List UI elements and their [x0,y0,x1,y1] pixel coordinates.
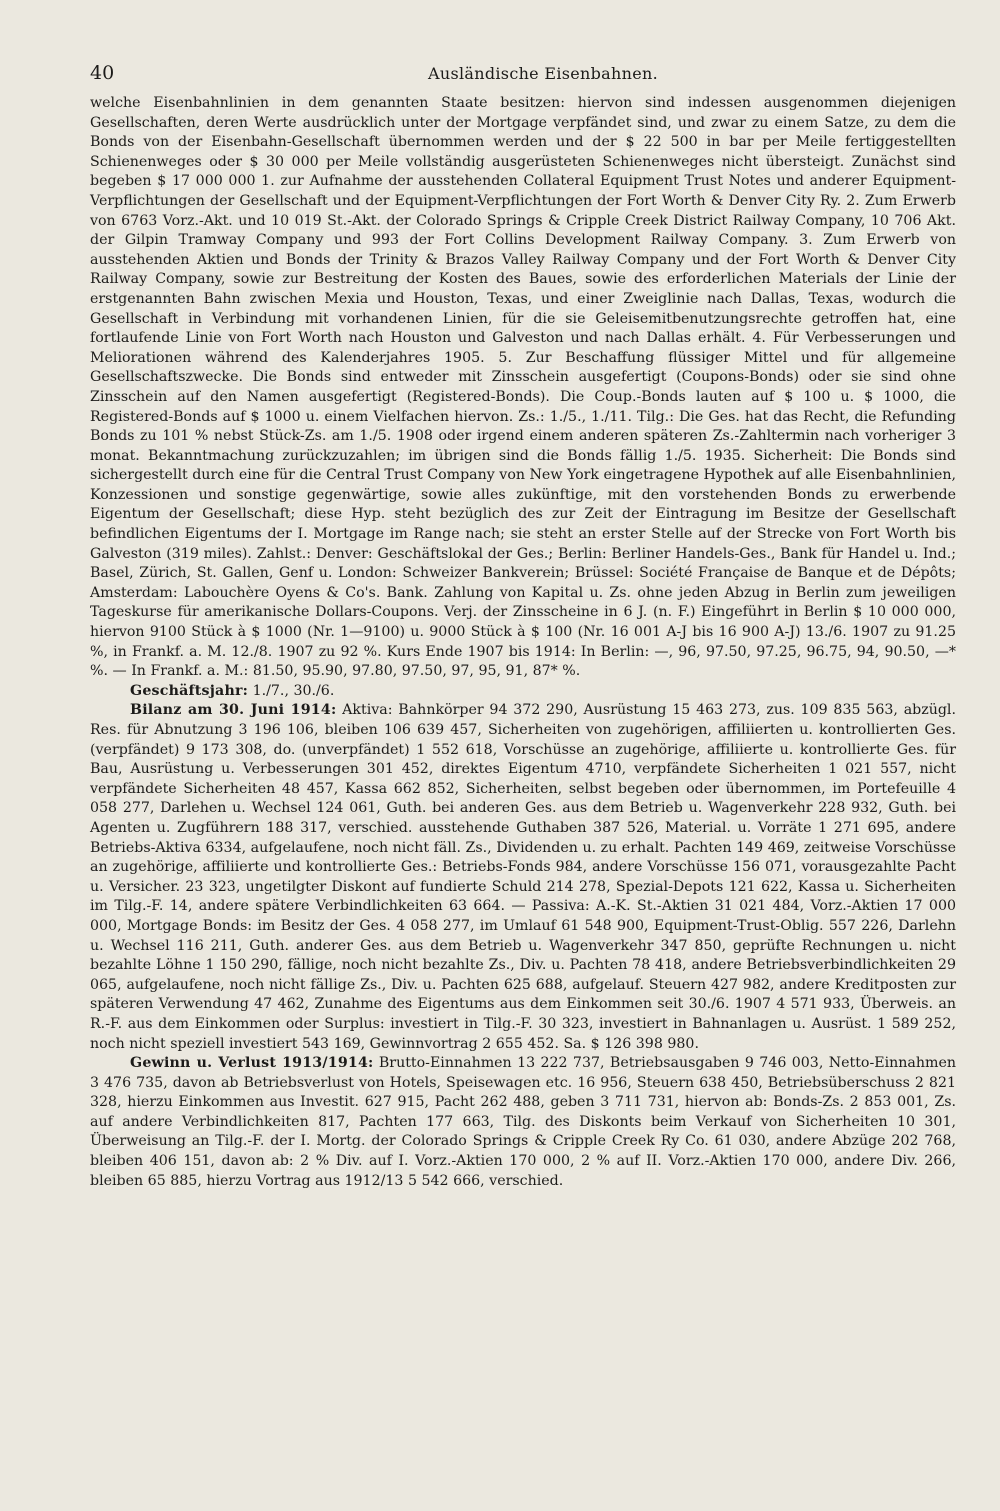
paragraph-bilanz [90,701,956,1054]
paragraph-gewinn-verlust [90,1054,956,1191]
page-header [90,58,956,94]
section-label-bilanz: Bilanz am 30. Juni 1914: [130,702,337,719]
paragraph-text: Aktiva: Bahnkörper 94 372 290, Ausrüstung 15 463 273, zus. 109 835 563, abzügl. Res. für Abnutzung 3 196 106, bleiben 106 639 457, Sicherheiten von zugehörigen, affiliierten u. kontrollierten Ges. (verpfändet) 9 173 308, do. (unverpfändet) 1 552 618, Vorschüsse an zugehörige, affiliierte u. kontrollierte Ges. für Bau, Ausrüstung u. Verbesserungen 301 452, direktes Eigentum 4710, verpfändete Sicherheiten 1 021 557, nicht verpfändete Sicherheiten 48 457, Kassa 662 852, Sicherheiten, selbst begeben oder übernommen, im Portefeuille 4 058 277, Darlehen u. Wechsel 124 061, Guth. bei anderen Ges. aus dem Betrieb u. Wagenverkehr 228 932, Guth. bei Agenten u. Zugführern 188 317, verschied. ausstehende Guthaben 387 526, Material. u. Vorräte 1 271 695, andere Betriebs-Aktiva 6334, aufgelaufene, noch nicht fäll. Zs., Dividenden u. zu erhalt. Pachten 149 469, zeitweise Vorschüsse an zugehörige, affiliierte und kontrollierte Ges.: Betriebs-Fonds 984, andere Vorschüsse 156 071, vorausgezahlte Pacht u. Versicher. 23 323, ungetilgter Diskont auf fundierte Schuld 214 278, Spezial-Depots 121 622, Kassa u. Sicherheiten im Tilg.-F. 14, andere spätere Verbindlichkeiten 63 664. — Passiva: A.-K. St.-Aktien 31 021 484, Vorz.-Aktien 17 000 000, Mortgage Bonds: im Besitz der Ges. 4 058 277, im Umlauf 61 548 900, Equipment-Trust-Oblig. 557 226, Darlehn u. Wechsel 116 211, Guth. anderer Ges. aus dem Betrieb u. Wagenverkehr 347 850, geprüfte Rechnungen u. nicht bezahlte Löhne 1 150 290, fällige, noch nicht bezahlte Zs., Div. u. Pachten 78 418, andere Betriebsverbindlichkeiten 29 065, aufgelaufene, noch nicht fällige Zs., Div. u. Pachten 625 688, aufgelauf. Steuern 427 982, andere Kreditposten zur späteren Verwendung 47 462, Zunahme des Eigentums aus dem Einkommen seit 30./6. 1907 4 571 933, Überweis. an R.-F. aus dem Einkommen oder Surplus: investiert in Tilg.-F. 30 323, investiert in Bahnanlagen u. Ausrüst. 1 589 252, noch nicht speziell investiert 543 169, Gewinnvortrag 2 655 452. Sa. $ 126 398 980. [90,702,956,1052]
page-number: 40 [90,62,115,84]
running-title: Ausländische Eisenbahnen. [428,64,658,83]
paragraph-geschaeftsjahr [90,682,956,702]
paragraph-text: welche Eisenbahnlinien in dem genannten Staate besitzen: hiervon sind indessen ausgenommen diejenigen Gesellschaften, deren Werte ausdrücklich unter der Mortgage verpfändet sind, und zwar zu einem Satze, zu dem die Bonds von der Eisenbahn-Gesellschaft übernommen werden und der $ 22 500 in bar per Meile fertiggestellten Schienenweges oder $ 30 000 per Meile vollständig ausgerüsteten Schienenweges nicht übersteigt. Zunächst sind begeben $ 17 000 000 1. zur Aufnahme der ausstehenden Collateral Equipment Trust Notes und anderer Equipment-Verpflichtungen der Gesellschaft und der Equipment-Verpflichtungen der Fort Worth & Denver City Ry. 2. Zum Erwerb von 6763 Vorz.-Akt. und 10 019 St.-Akt. der Colorado Springs & Cripple Creek District Railway Company, 10 706 Akt. der Gilpin Tramway Company und 993 der Fort Collins Development Railway Company. 3. Zum Erwerb von ausstehenden Aktien und Bonds der Trinity & Brazos Valley Railway Company und der Fort Worth & Denver City Railway Company, sowie zur Bestreitung der Kosten des Baues, sowie des erforderlichen Materials der Linie der erstgenannten Bahn zwischen Mexia und Houston, Texas, und einer Zweiglinie nach Dallas, Texas, wodurch die Gesellschaft in Verbindung mit vorhandenen Linien, für die sie Geleisemitbenutzungsrechte getroffen hat, eine fortlaufende Linie von Fort Worth nach Houston und Galveston und nach Dallas erhält. 4. Für Verbesserungen und Meliorationen während des Kalenderjahres 1905. 5. Zur Beschaffung flüssiger Mittel und für allgemeine Gesellschaftszwecke. Die Bonds sind entweder mit Zinsschein ausgefertigt (Coupons-Bonds) oder sie sind ohne Zinsschein auf den Namen ausgefertigt (Registered-Bonds). Die Coup.-Bonds lauten auf $ 100 u. $ 1000, die Registered-Bonds auf $ 1000 u. einem Vielfachen hiervon. Zs.: 1./5., 1./11. Tilg.: Die Ges. hat das Recht, die Refunding Bonds zu 101 % nebst Stück-Zs. am 1./5. 1908 oder irgend einem anderen späteren Zs.-Zahltermin nach vorheriger 3 monat. Bekanntmachung zurückzuzahlen; im übrigen sind die Bonds fällig 1./5. 1935. Sicherheit: Die Bonds sind sichergestellt durch eine für die Central Trust Company von New York eingetragene Hypothek auf alle Eisenbahnlinien, Konzessionen und sonstige gegenwärtige, sowie alles zukünftige, mit den vorstehenden Bonds zu erwerbende Eigentum der Gesellschaft; diese Hyp. steht bezüglich des zur Zeit der Eintragung im Besitze der Gesellschaft befindlichen Eigentums der I. Mortgage im Range nach; sie steht an erster Stelle auf der Strecke von Fort Worth bis Galveston (319 miles). Zahlst.: Denver: Geschäftslokal der Ges.; Berlin: Berliner Handels-Ges., Bank für Handel u. Ind.; Basel, Zürich, St. Gallen, Genf u. London: Schweizer Bankverein; Brüssel: Société Française de Banque et de Dépôts; Amsterdam: Labouchère Oyens & Co's. Bank. Zahlung von Kapital u. Zs. ohne jeden Abzug in Berlin zum jeweiligen Tageskurse für amerikanische Dollars-Coupons. Verj. der Zinsscheine in 6 J. (n. F.) Eingeführt in Berlin $ 10 000 000, hiervon 9100 Stück à $ 1000 (Nr. 1—9100) u. 9000 Stück à $ 100 (Nr. 16 001 A-J bis 16 900 A-J) 13./6. 1907 zu 91.25 %, in Frankf. a. M. 12./8. 1907 zu 92 %. Kurs Ende 1907 bis 1914: In Berlin: —, 96, 97.50, 97.25, 96.75, 94, 90.50, —* %. — In Frankf. a. M.: 81.50, 95.90, 97.80, 97.50, 97, 95, 91, 87* %. [90,95,957,680]
paragraph-text: Brutto-Einnahmen 13 222 737, Betriebsausgaben 9 746 003, Netto-Einnahmen 3 476 735, davon ab Betriebsverlust von Hotels, Speisewagen etc. 16 956, Steuern 638 450, Betriebsüberschuss 2 821 328, hierzu Einkommen aus Investit. 627 915, Pacht 262 488, geben 3 711 731, hiervon ab: Bonds-Zs. 2 853 001, Zs. auf andere Verbindlichkeiten 817, Pachten 177 663, Tilg. des Diskonts beim Verkauf von Sicherheiten 10 301, Überweisung an Tilg.-F. der I. Mortg. der Colorado Springs & Cripple Creek Ry Co. 61 030, andere Abzüge 202 768, bleiben 406 151, davon ab: 2 % Div. auf I. Vorz.-Aktien 170 000, 2 % auf II. Vorz.-Aktien 170 000, andere Div. 266, bleiben 65 885, hierzu Vortrag aus 1912/13 5 542 666, verschied. [90,1055,956,1189]
paragraph-text: 1./7., 30./6. [252,682,335,699]
body-text [90,94,956,1191]
section-label-gewinn-verlust: Gewinn u. Verlust 1913/1914: [130,1055,374,1072]
section-label-geschaeftsjahr: Geschäftsjahr: [130,682,249,699]
paragraph-bonds-continuation [90,94,956,682]
